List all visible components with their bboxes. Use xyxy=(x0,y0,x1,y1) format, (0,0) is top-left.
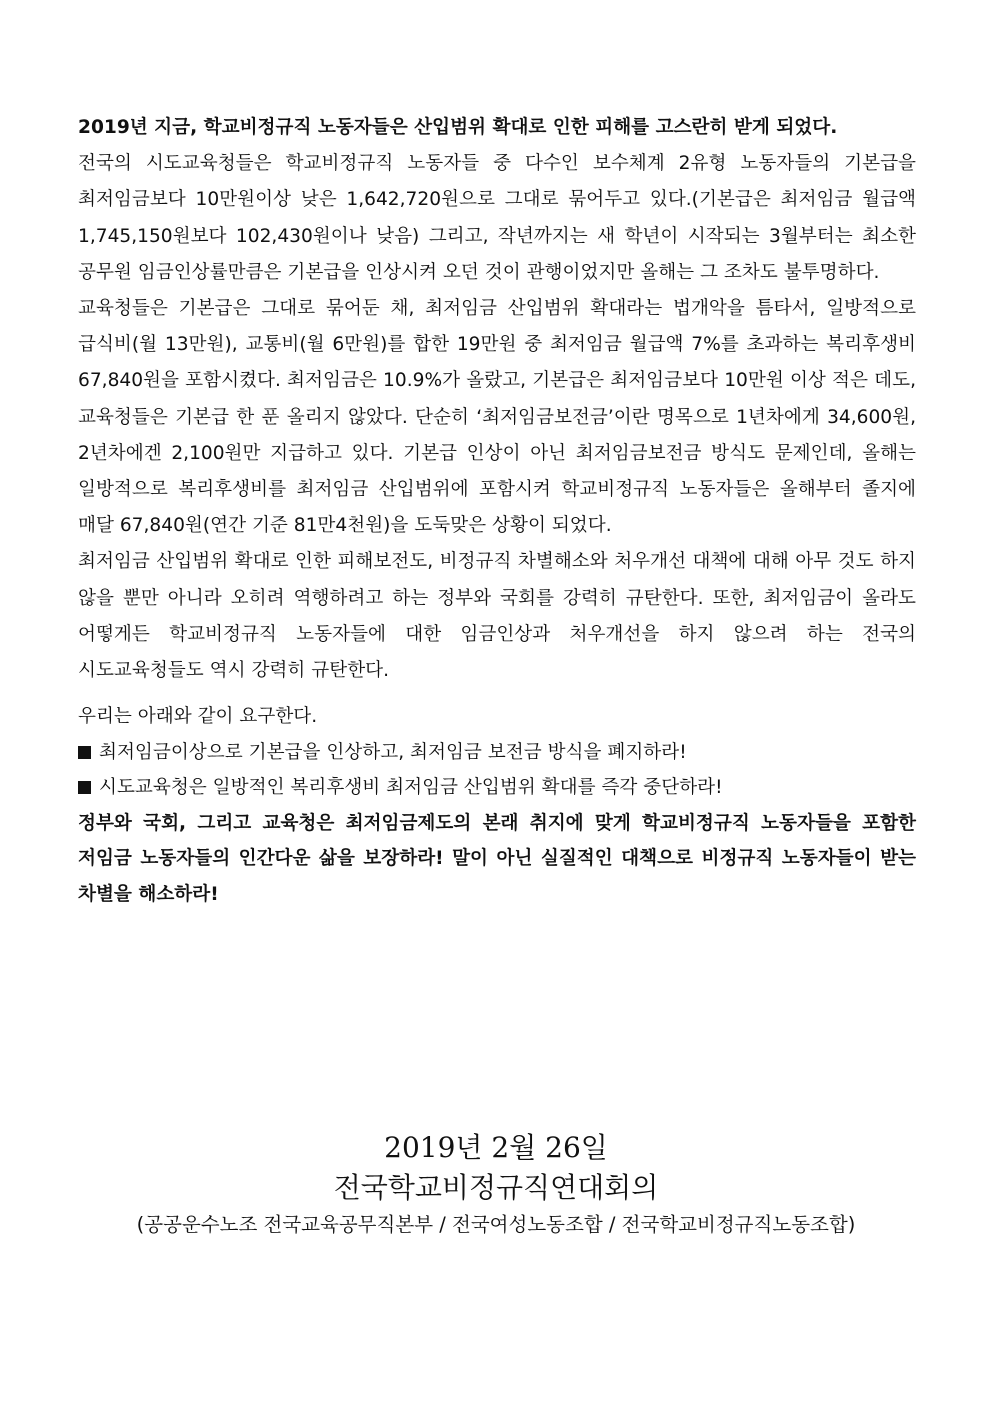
demands-intro: 우리는 아래와 같이 요구한다. xyxy=(78,706,318,728)
demand-text: 최저임금이상으로 기본급을 인상하고, 최저임금 보전금 방식을 폐지하라! xyxy=(99,741,687,763)
demand-text: 시도교육청은 일방적인 복리후생비 최저임금 산입범위 확대를 즉각 중단하라! xyxy=(99,777,723,799)
signature-organization: 전국학교비정규직연대회의 xyxy=(333,1171,659,1204)
signature-member-unions: (공공운수노조 전국교육공무직본부 / 전국여성노동조합 / 전국학교비정규직노동조합) xyxy=(136,1213,856,1236)
signature-date: 2019년 2월 26일 xyxy=(384,1131,608,1164)
demand-item xyxy=(78,770,916,806)
black-square-bullet-icon xyxy=(78,746,91,759)
paragraph-wage-freeze: 전국의 시도교육청들은 학교비정규직 노동자들 중 다수인 보수체계 2유형 노동자들의 기본급을 최저임금보다 10만원이상 낮은 1,642,720원으로 그대로 묶어두고 있다.(기본급은 최저임금 월급액 1,745,150원보다 102,430원이나 낮음) 그리고, 작년까지는 새 학년이 시작되는 3월부터는 최소한 공무원 임금인상률만큼은 기본급을 인상시켜 오던 것이 관행이었지만 올해는 그 조차도 불투명하다. xyxy=(78,153,916,283)
lead-sentence: 2019년 지금, 학교비정규직 노동자들은 산입범위 확대로 인한 피해를 고스란히 받게 되었다. xyxy=(78,117,838,138)
demand-item xyxy=(78,735,916,771)
paragraph-condemnation: 최저임금 산입범위 확대로 인한 피해보전도, 비정규직 차별해소와 처우개선 대책에 대해 아무 것도 하지 않을 뿐만 아니라 오히려 역행하려고 하는 정부와 국회를 강력히 규탄한다. 또한, 최저임금이 올라도 어떻게든 학교비정규직 노동자들에 대한 임금인상과 처우개선을 하지 않으려 하는 전국의 시도교육청들도 역시 강력히 규탄한다. xyxy=(78,551,916,682)
closing-statement: 정부와 국회, 그리고 교육청은 최저임금제도의 본래 취지에 맞게 학교비정규직 노동자들을 포함한 저임금 노동자들의 인간다운 삶을 보장하라! 말이 아닌 실질적인 대책으로 비정규직 노동자들이 받는 차별을 해소하라! xyxy=(78,812,916,905)
statement-body xyxy=(78,110,916,913)
section-gap xyxy=(78,689,916,699)
paragraph-welfare-inclusion: 교육청들은 기본급은 그대로 묶어둔 채, 최저임금 산입범위 확대라는 법개악을 틈타서, 일방적으로 급식비(월 13만원), 교통비(월 6만원)를 합한 19만원 중 최저임금 월급액 7%를 초과하는 복리후생비 67,840원을 포함시켰다. 최저임금은 10.9%가 올랐고, 기본급은 최저임금보다 10만원 이상 적은 데도, 교육청들은 기본급 한 푼 올리지 않았다. 단순히 ‘최저임금보전금’이란 명목으로 1년차에게 34,600원, 2년차에겐 2,100원만 지급하고 있다. 기본급 인상이 아닌 최저임금보전금 방식도 문제인데, 올해는 일방적으로 복리후생비를 최저임금 산입범위에 포함시켜 학교비정규직 노동자들은 올해부터 졸지에 매달 67,840원(연간 기준 81만4천원)을 도둑맞은 상황이 되었다. xyxy=(78,298,916,537)
black-square-bullet-icon xyxy=(78,781,91,794)
